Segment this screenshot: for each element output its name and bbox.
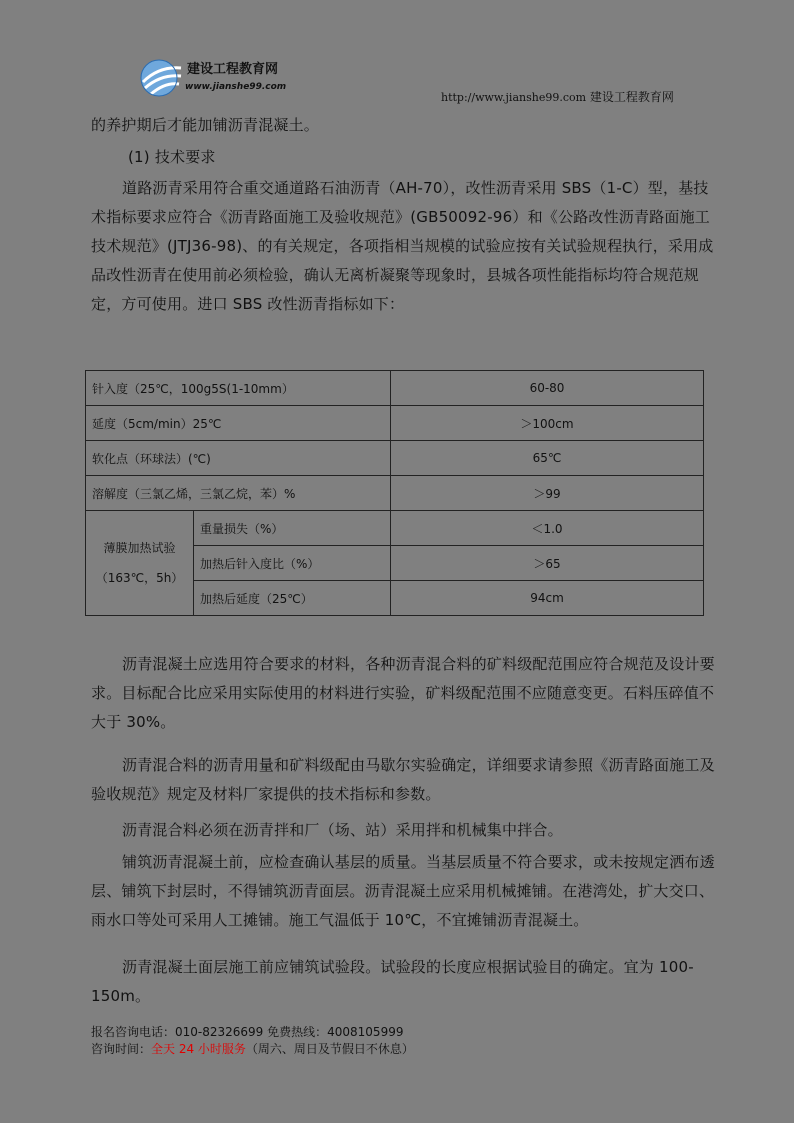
row-label: 加热后针入度比（%） (194, 546, 391, 581)
site-header-link[interactable] (441, 88, 674, 105)
site-url: http://www.jianshe99.com (441, 91, 587, 104)
table-row (86, 476, 704, 511)
row-value: 60-80 (391, 371, 704, 406)
group-label: 薄膜加热试验 (103, 541, 176, 555)
paragraph-materials: 沥青混凝土应选用符合要求的材料，各种沥青混合料的矿料级配范围应符合规范及设计要求。目标配合比应采用实际使用的材料进行实验，矿料级配范围不应随意变更。石料压碎值不大于 30%。 (91, 655, 715, 731)
table-row (86, 371, 704, 406)
hours-highlight: 全天 24 小时服务 (151, 1042, 246, 1056)
row-label: 溶解度（三氯乙烯，三氯乙烷，苯）% (86, 476, 391, 511)
table-row (86, 511, 704, 546)
intro-line: 的养护期后才能加铺沥青混凝土。 (91, 116, 320, 134)
footer-hours (91, 1041, 414, 1058)
hours-note: （周六、周日及节假日不休息） (245, 1042, 414, 1056)
section-title: (1) 技术要求 (128, 148, 216, 166)
row-value: 65℃ (391, 441, 704, 476)
spec-table (85, 370, 704, 616)
table-row (86, 406, 704, 441)
row-label: 针入度（25℃，100g5S(1-10mm） (86, 371, 391, 406)
site-logo[interactable] (137, 52, 287, 102)
logo-text: 建设工程教育网 (187, 62, 279, 77)
row-value: ＜1.0 (391, 511, 704, 546)
group-label-cell (86, 511, 194, 616)
table-row (86, 441, 704, 476)
logo-url: www.jianshe99.com (185, 82, 287, 92)
row-value: ＞100cm (391, 406, 704, 441)
paragraph-paving: 铺筑沥青混凝土前，应检查确认基层的质量。当基层质量不符合要求，或未按规定洒布透层、铺筑下封层时，不得铺筑沥青面层。沥青混凝土应采用机械摊铺。在港湾处，扩大交口、雨水口等处可采用人工摊铺。施工气温低于 10℃，不宜摊铺沥青混凝土。 (91, 853, 715, 929)
hours-label: 咨询时间： (91, 1042, 152, 1056)
globe-icon (137, 52, 185, 100)
paragraph-mixing: 沥青混合料必须在沥青拌和厂（场、站）采用拌和机械集中拌合。 (122, 821, 563, 839)
paragraph-marshall: 沥青混合料的沥青用量和矿料级配由马歇尔实验确定，详细要求请参照《沥青路面施工及验收规范》规定及材料厂家提供的技术指标和参数。 (91, 756, 715, 803)
row-value: ＞65 (391, 546, 704, 581)
paragraph-trial-section: 沥青混凝土面层施工前应铺筑试验段。试验段的长度应根据试验目的确定。宜为 100-150m。 (91, 958, 694, 1005)
group-condition: （163℃，5h） (95, 571, 184, 585)
row-label: 加热后延度（25℃） (194, 581, 391, 616)
row-label: 重量损失（%） (194, 511, 391, 546)
section-paragraph: 道路沥青采用符合重交通道路石油沥青（AH-70），改性沥青采用 SBS（1-C）型，基技术指标要求应符合《沥青路面施工及验收规范》(GB50092-96）和《公路改性沥青路面施工技术规范》(JTJ36-98)、的有关规定，各项指相当规模的试验应按有关试验规程执行，采用成品改性沥青在使用前必须检验，确认无离析凝聚等现象时，县城各项性能指标均符合规范规定，方可使用。进口 SBS 改性沥青指标如下： (91, 179, 714, 313)
site-name: 建设工程教育网 (589, 90, 674, 104)
footer-phone: 报名咨询电话：010-82326699 免费热线：4008105999 (91, 1025, 404, 1039)
row-label: 软化点（环球法）(℃) (86, 441, 391, 476)
row-value: 94cm (391, 581, 704, 616)
footer-contact (91, 1024, 414, 1058)
row-value: ＞99 (391, 476, 704, 511)
row-label: 延度（5cm/min）25℃ (86, 406, 391, 441)
